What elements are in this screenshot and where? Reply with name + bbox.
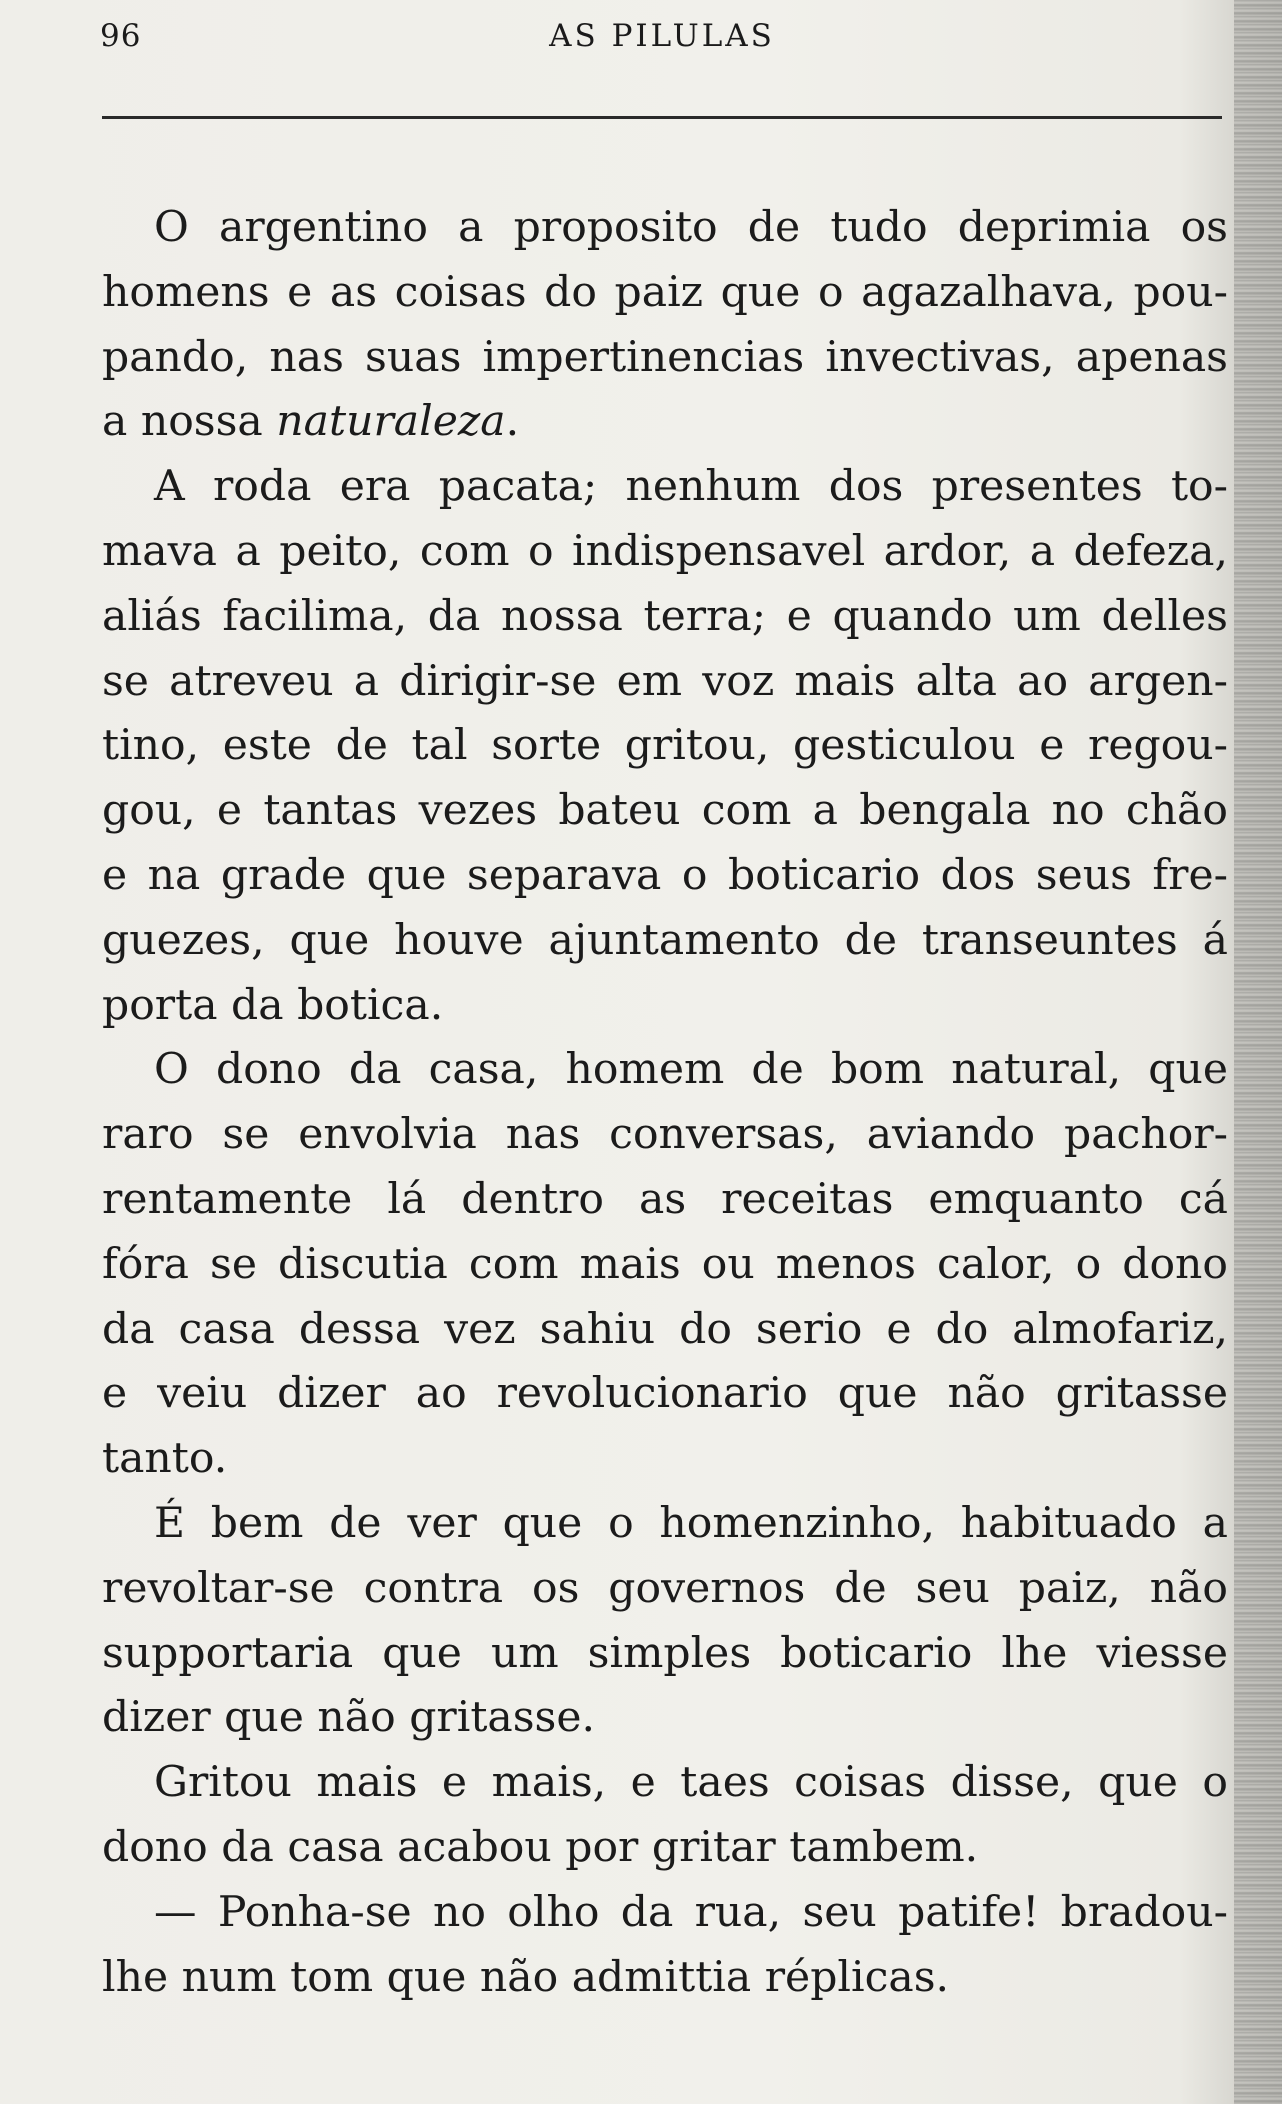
text-line: guezes, que houve ajuntamento de transeuntes á — [102, 915, 1228, 965]
text-line: fóra se discutia com mais ou menos calor, o dono — [102, 1239, 1228, 1289]
body-text — [102, 196, 1228, 2010]
header-rule — [102, 116, 1222, 119]
paragraph-4 — [102, 1492, 1228, 1751]
text-line: raro se envolvia nas conversas, aviando pachor- — [102, 1110, 1228, 1160]
text-line: supportaria que um simples boticario lhe viesse — [102, 1628, 1228, 1678]
text-line: tanto. — [102, 1434, 228, 1484]
text-line: A roda era pacata; nenhum dos presentes to- — [154, 462, 1228, 512]
paragraph-6 — [102, 1881, 1228, 2011]
paragraph-5 — [102, 1751, 1228, 1881]
page-number: 96 — [100, 18, 142, 54]
text-line: da casa dessa vez sahiu do serio e do almofariz, — [102, 1304, 1228, 1354]
running-title: AS PILULAS — [549, 18, 775, 54]
text-line: Gritou mais e mais, e taes coisas disse, que o — [154, 1758, 1228, 1808]
text-segment: a nossa — [102, 397, 277, 447]
text-line: O argentino a proposito de tudo deprimia os — [154, 203, 1228, 252]
paragraph-2 — [102, 455, 1228, 1038]
text-line: dizer que não gritasse. — [102, 1693, 596, 1743]
text-line: mava a peito, com o indispensavel ardor, a defeza, — [102, 526, 1228, 576]
text-line: aliás facilima, da nossa terra; e quando um delles — [102, 591, 1228, 641]
text-line: lhe num tom que não admittia réplicas. — [102, 1952, 950, 2002]
text-line: O dono da casa, homem de bom natural, que — [154, 1045, 1228, 1095]
italic-word: naturaleza — [276, 397, 506, 447]
text-line: É bem de ver que o homenzinho, habituado a — [154, 1498, 1228, 1548]
text-line: gou, e tantas vezes bateu com a bengala no chão — [102, 786, 1228, 836]
text-line: se atreveu a dirigir-se em voz mais alta ao argen- — [102, 656, 1228, 706]
text-line: rentamente lá dentro as receitas emquanto cá — [102, 1174, 1228, 1224]
text-line: pando, nas suas impertinencias invectivas, apenas — [102, 332, 1228, 382]
text-line: tino, este de tal sorte gritou, gesticulou e regou- — [102, 721, 1228, 771]
page-header — [100, 18, 1224, 68]
page-edge-shadow — [1234, 0, 1282, 2104]
text-line: porta da botica. — [102, 980, 444, 1030]
text-line — [102, 390, 1228, 455]
text-line: dono da casa acabou por gritar tambem. — [102, 1822, 979, 1872]
paragraph-1 — [102, 196, 1228, 455]
text-line: homens e as coisas do paiz que o agazalhava, pou- — [102, 267, 1228, 317]
text-line: — Ponha-se no olho da rua, seu patife! bradou- — [154, 1887, 1228, 1937]
text-line: e na grade que separava o boticario dos seus fre- — [102, 850, 1228, 900]
text-segment: . — [505, 397, 520, 447]
paragraph-3 — [102, 1038, 1228, 1492]
text-line: revoltar-se contra os governos de seu paiz, não — [102, 1563, 1228, 1613]
text-line: e veiu dizer ao revolucionario que não gritasse — [102, 1369, 1228, 1419]
